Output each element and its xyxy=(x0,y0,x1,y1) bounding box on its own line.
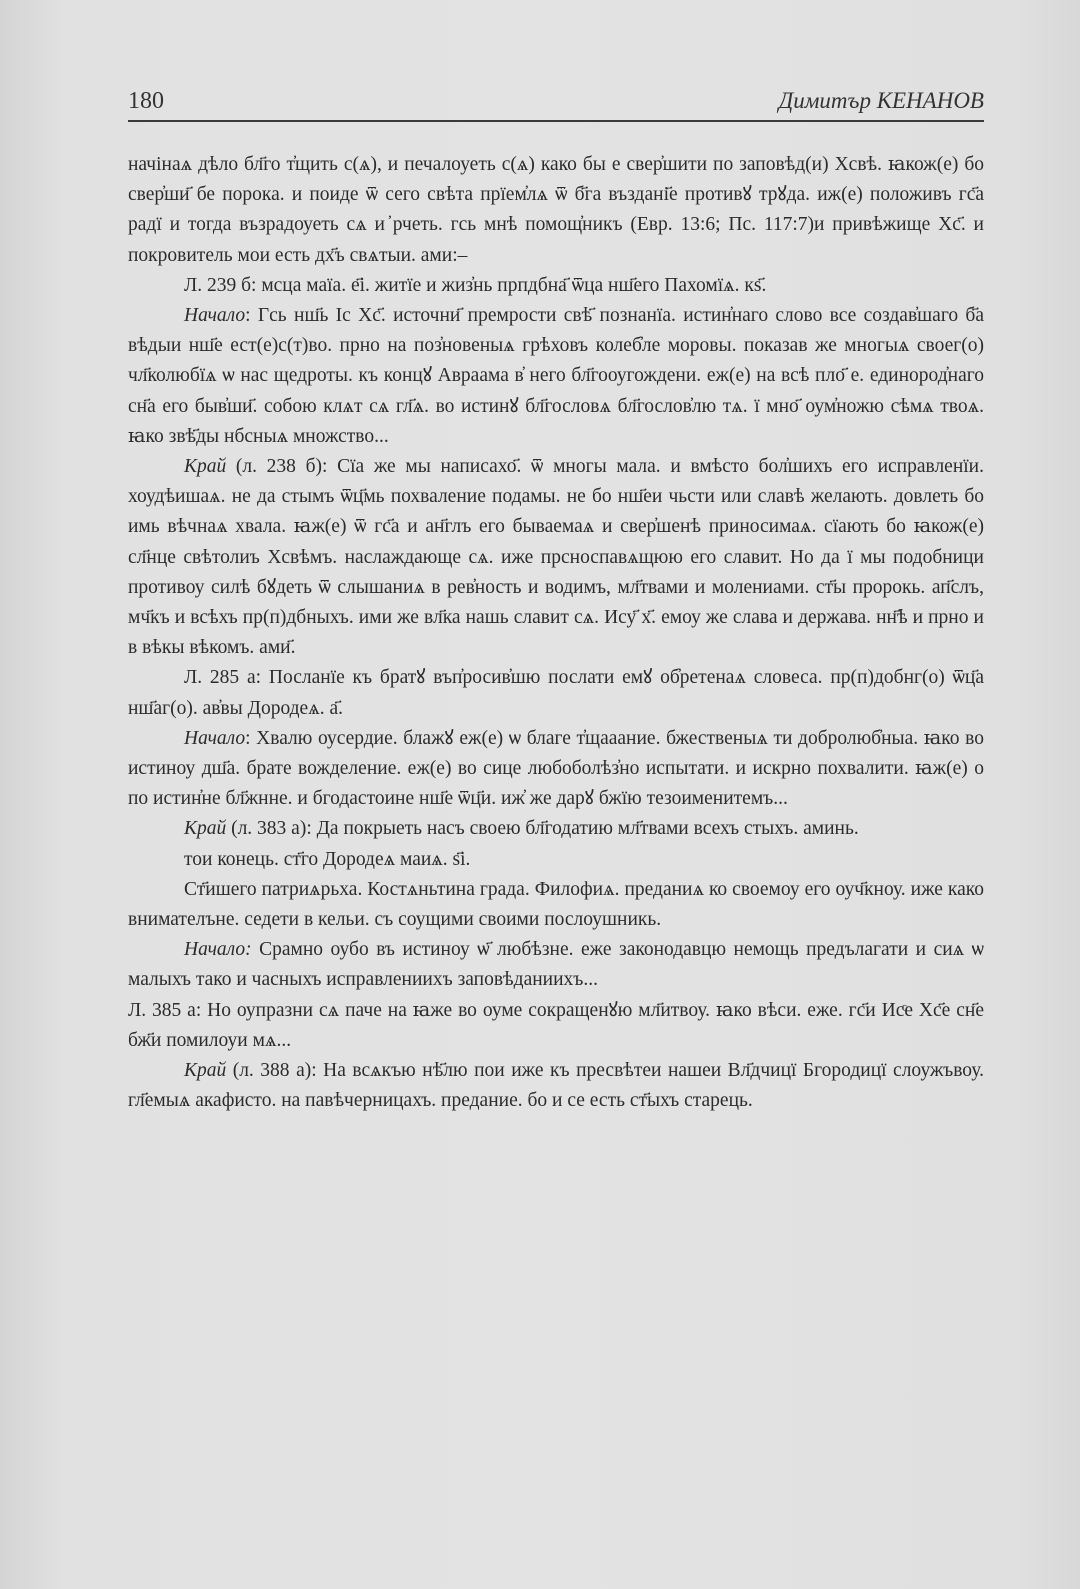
paragraph-text: (л. 388 а): На всѧкъю нѣ҃лю пои иже къ пресвѣтеи нашеи Вл҃дчицї Бгородицї слоужъвоу. гл҃емыѧ акафисто. на павѣчерницахъ. предание. бо и се есть ст҃ыхъ старець. xyxy=(128,1060,984,1112)
paragraph-text: Л. 385 а: Но оупразни сѧ паче на ꙗже во оуме сокращенꙋю мл҃итвоу. ꙗко вѣси. еже. гс҃и Исͨе Хс҃е сн҃е бж҃и помилоуи мѧ... xyxy=(128,999,984,1051)
paragraph-text: : Хвалю оусердие. блажꙋ еж(е) ѡ благе т҆щааание. бжественыѧ ти добролюб҆ныа. ꙗко во истиноу дш҃а. брате вожделение. еж(е) во сице любоболѣз҆но испытати. и искрно похвалити. ꙗж(е) о по истин҆не бл҃жнне. и бгодастоине нш҃е ѿц҃и. иж҆ же дарꙋ бжїю тезоименитемъ... xyxy=(128,727,984,810)
paragraph-text: : Гсь нш҃ь Іс Хс҃. источни҃ премрости свѣ҃ познанїа. истин҆наго слово все создав҆шаго б҃а вѣдыи нш҃е ест(е)с(т)во. прно на поз҆новеныѧ грѣховъ колеб҆ле моровы. показав же многыѧ своег(о) чл҃колюбїѧ ѡ нас щедроты. къ концꙋ Авраама в҆ него бл҃гооугождени. еж(е) на всѣ пло҃ е. единород҆наго сн҃а его быв҆ши҃. собою клѧт сѧ гл҃ѧ. во истинꙋ бл҃гословѧ бл҃гослов҆лю тѧ. ї мно҃ оум҆ножю сѣмѧ твоѧ. ꙗко звѣ҃ды нбсныѧ множство... xyxy=(128,305,984,447)
paragraph-8 xyxy=(128,845,984,875)
page-header xyxy=(128,82,984,122)
paragraph-7 xyxy=(128,814,984,844)
paragraph-text: Срамно оубо въ истиноу ѡ҃ любѣзне. еже законодавцю немощь предълагати и сиѧ ѡ малыхъ тако и часныхъ исправленииxъ заповѣданииxъ... xyxy=(128,939,984,991)
section-label: Край xyxy=(184,818,227,840)
section-label: Край xyxy=(184,1060,227,1082)
paragraph-text: (л. 383 а): Да покрыеть насъ своею бл҃годатию мл҃твами всехъ стыхъ. аминь. xyxy=(226,818,859,840)
paragraph-text: Л. 285 а: Посланїе къ братꙋ въп҆росив҆шю послати емꙋ об҆ретенаѧ словеса. пр(п)добнг(о) ѿц҃а нш҃аг(о). ав҆вы Дородеѧ. а҃. xyxy=(128,667,984,719)
section-label: Начало xyxy=(184,305,246,327)
paragraph-text: Ст҃ишего патриѧрьха. Костѧньтина града. Филофиѧ. преданиѧ ко своемоу его оуч҃кноу. иже како внимателъне. седети в кельи. съ соущими своими послоушникь. xyxy=(128,878,984,931)
paragraph-text: (л. 238 б): Сїа же мы написахо҃. ѿ многы мала. и вмѣсто бол҆шихъ его исправленїи. хоудѣишаѧ. не да стымъ ѿц҃мь похваление подамы. не бо нш҃еи чьсти или славѣ желають. довлеть бо имь вѣчнаѧ хвала. ꙗж(е) ѿ гс҃а и ан҃глъ его бываемаѧ и свер҆шенѣ приносимаѧ. сїають бо ꙗкож(е) сл҃нце свѣтолиъ Хсвѣмъ. наслаждающе сѧ. иже прсноспавѧщюю его славит. Но да ї мы подобници противоу силѣ бꙋдеть ѿ слышаниѧ в рев҆ность и водимъ, мл҃твами и молениами. ст҃ы пророкь. ап҃слъ, мч҃къ и всѣхъ пр(п)дбныхъ. ими же вл҃ка нашь славит сѧ. Ису҃ х҃. емоу же слава и держава. нн҃ѣ и прно и в вѣкы вѣкомъ. ами҃. xyxy=(128,456,984,659)
page-number: 180 xyxy=(128,88,164,114)
paragraph-4 xyxy=(128,452,984,663)
paragraph-10 xyxy=(128,935,984,995)
paragraph-text: Л. 239 б: мсца маїа. е҃і. житїе и жиз҆нь прпдбна҃ ѿца нш҃его Пахомїѧ. кѕ҃. xyxy=(184,274,767,296)
paragraph-12 xyxy=(128,1056,984,1116)
paragraph-11 xyxy=(128,996,984,1056)
section-label: Начало: xyxy=(184,939,252,961)
section-label: Край xyxy=(184,456,227,478)
paragraph-3 xyxy=(128,301,984,452)
paragraph-text: начінаѧ дѣло бл҃го т҆щить с(ѧ), и печалоуеть с(ѧ) како бы е свер҆шити по заповѣд(и) Хсвѣ. ꙗкож(е) бо свер҆ши҃ бе порока. и поиде ѿ сего свѣта прїем҆лѧ ѿ б҃га въздані҃е противꙋ трꙋда. иж(е) положивъ гс҃а радї и тогда възрадоуеть сѧ и ҆рчеть. гсь мнѣ помощ҆никъ (Евр. 13:6; Пс. 117:7)и привѣжище Хс҃. и покровитель мои есть дх҃ъ свѧтыи. ами:– xyxy=(128,154,984,266)
paragraph-1 xyxy=(128,150,984,271)
body-text xyxy=(128,150,984,1117)
running-head: Димитър КЕНАНОВ xyxy=(778,88,984,113)
paragraph-5 xyxy=(128,663,984,723)
paragraph-6 xyxy=(128,724,984,815)
paragraph-text: тои конець. ст҃го Дородеѧ маиѧ. ѕ҃і. xyxy=(184,848,471,870)
section-label: Начало xyxy=(184,727,246,749)
paragraph-9 xyxy=(128,875,984,935)
paragraph-2 xyxy=(128,271,984,301)
